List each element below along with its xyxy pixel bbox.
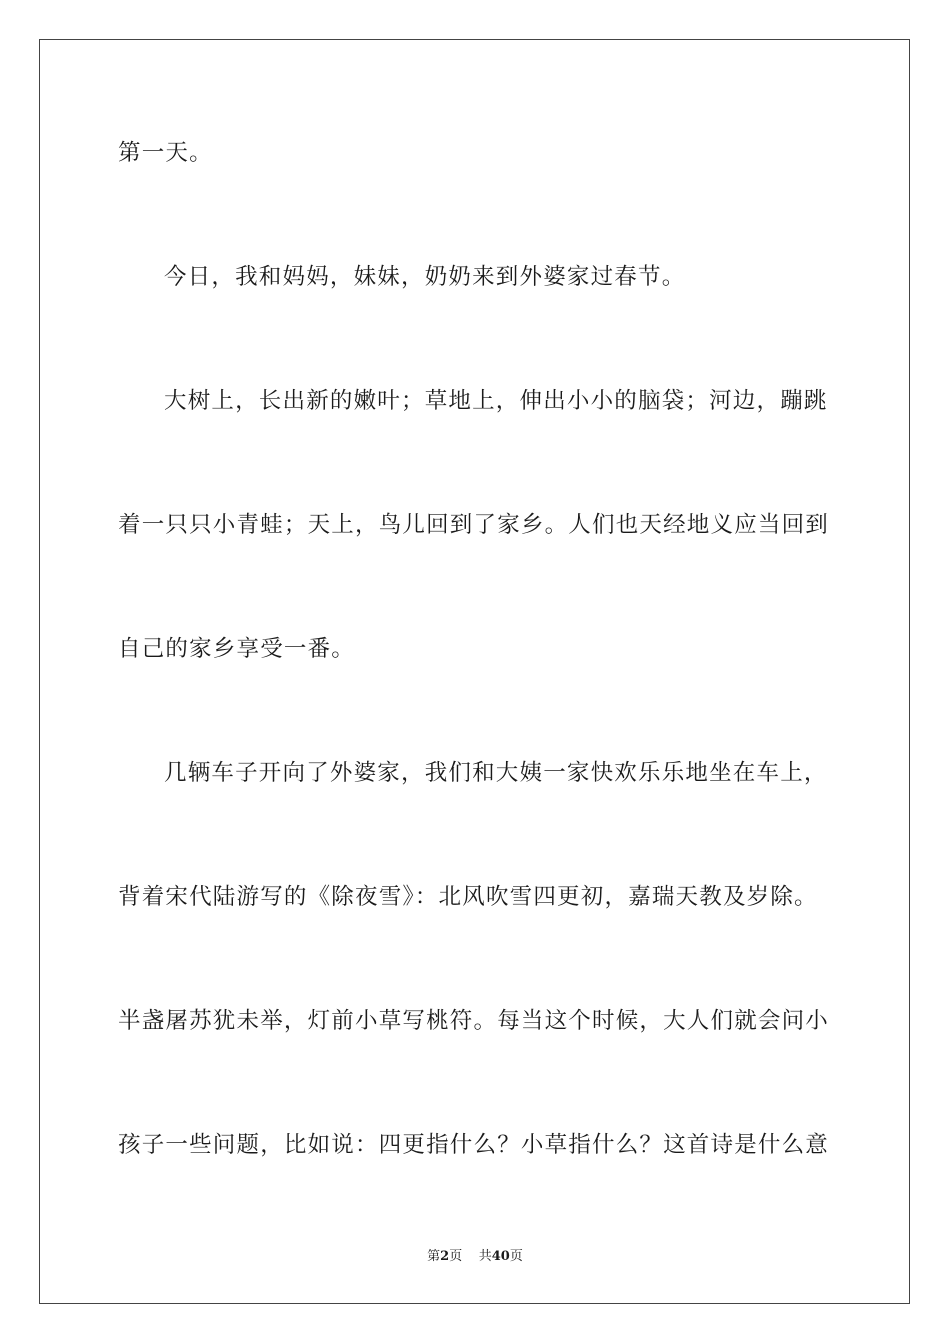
page-border [39, 39, 910, 1304]
total-suffix: 页 [509, 1249, 523, 1264]
text-line-3: 大树上，长出新的嫩叶；草地上，伸出小小的脑袋；河边，蹦跳 [164, 388, 828, 414]
page-suffix: 页 [449, 1249, 463, 1264]
total-pages: 40 [491, 1249, 510, 1264]
page-footer [0, 1248, 950, 1266]
text-line-4: 着一只只小青蛙；天上，鸟儿回到了家乡。人们也天经地义应当回到 [118, 512, 830, 538]
text-line-9: 孩子一些问题，比如说：四更指什么？小草指什么？这首诗是什么意 [118, 1132, 830, 1158]
total-prefix: 共 [478, 1249, 492, 1264]
text-line-5: 自己的家乡享受一番。 [118, 636, 356, 662]
page-number: 2 [440, 1249, 450, 1264]
page-prefix: 第 [427, 1249, 441, 1264]
text-line-2: 今日，我和妈妈，妹妹，奶奶来到外婆家过春节。 [164, 264, 686, 290]
text-line-7: 背着宋代陆游写的《除夜雪》：北风吹雪四更初，嘉瑞天教及岁除。 [118, 884, 818, 910]
text-line-1: 第一天。 [118, 140, 213, 166]
text-line-6: 几辆车子开向了外婆家，我们和大姨一家快欢乐乐地坐在车上， [164, 760, 828, 786]
text-line-8: 半盏屠苏犹未举，灯前小草写桃符。每当这个时候，大人们就会问小 [118, 1008, 830, 1034]
